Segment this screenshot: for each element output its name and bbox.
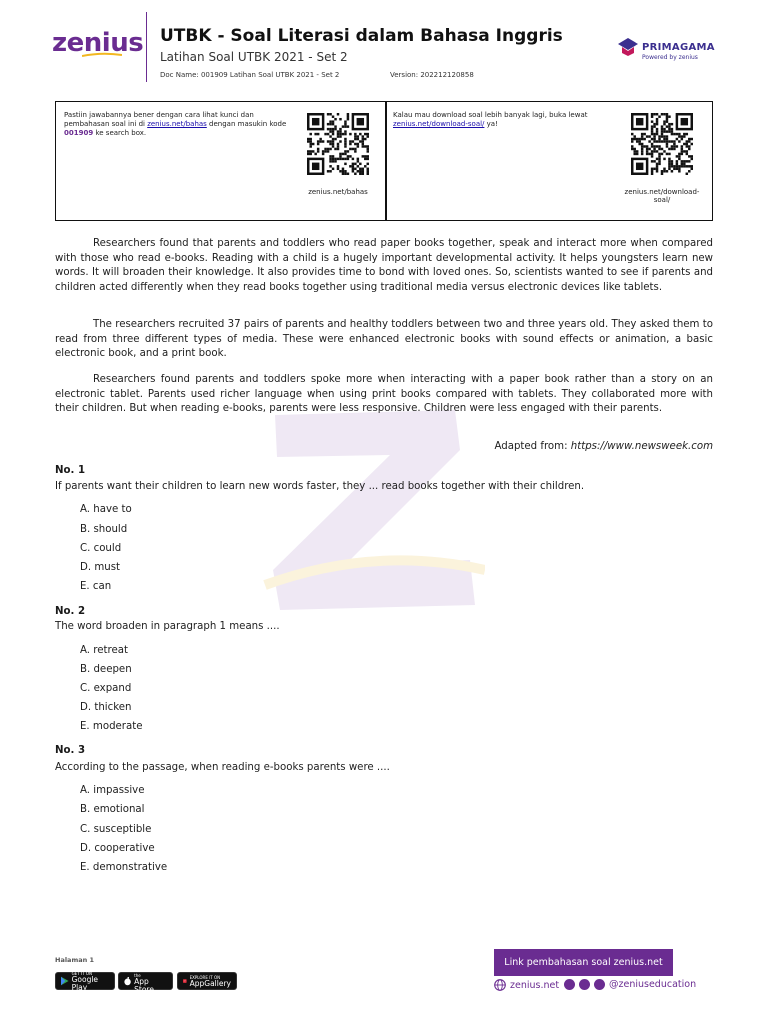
appgallery-small: EXPLORE IT ON: [189, 974, 221, 980]
question-2-option-a[interactable]: A. retreat: [80, 645, 128, 656]
download-qr-code[interactable]: [631, 113, 693, 175]
passage-source: [494, 441, 713, 452]
download-qr-label: [612, 188, 712, 204]
google-play-small: GET IT ON: [71, 970, 92, 976]
globe-icon: [494, 979, 506, 991]
google-play-label: Google Play: [71, 974, 99, 992]
passage-paragraph-2: The researchers recruited 37 pairs of parents and healthy toddlers between two and three years old. They asked them to read from three different types of media. These were enhanced electronic books with sound effects or animation, a basic electronic book, and a print book.: [55, 319, 713, 360]
question-3-option-e[interactable]: E. demonstrative: [80, 862, 168, 873]
info-box-divider: [385, 101, 387, 221]
info-left-part3: ke search box.: [93, 129, 147, 137]
primagama-powered: Powered by zenius: [642, 54, 698, 61]
download-qr-label-line1: zenius.net/download-: [624, 188, 700, 196]
question-1-option-b[interactable]: B. should: [80, 524, 128, 535]
primagama-logo-icon: [618, 38, 638, 56]
source-prefix: Adapted from:: [494, 441, 571, 452]
social-handles[interactable]: [564, 979, 696, 990]
download-soal-link[interactable]: zenius.net/download-soal/: [393, 120, 485, 128]
info-right-part2: ya!: [484, 120, 498, 128]
question-1-option-a[interactable]: A. have to: [80, 504, 132, 515]
search-code: 001909: [64, 129, 94, 137]
source-url: https://www.newsweek.com: [570, 441, 713, 452]
question-2-text: The word broaden in paragraph 1 means ....: [55, 621, 280, 632]
question-1-option-d[interactable]: D. must: [80, 562, 121, 573]
question-2-number: No. 2: [55, 606, 86, 617]
doc-version: Version: 202212120858: [390, 71, 474, 79]
appgallery-icon: [183, 976, 187, 986]
social-handle-text: @zeniuseducation: [609, 979, 697, 990]
question-1-number: No. 1: [55, 465, 86, 476]
primagama-name: PRIMAGAMA: [642, 42, 715, 53]
tiktok-icon[interactable]: [564, 979, 575, 990]
question-3-option-b[interactable]: B. emotional: [80, 804, 145, 815]
download-qr-label-line2: soal/: [653, 196, 671, 204]
apple-icon: [124, 976, 131, 986]
twitter-icon[interactable]: [594, 979, 605, 990]
header-divider: [146, 12, 147, 82]
app-store-small: Download on the: [134, 968, 161, 978]
app-store-label: App Store: [134, 977, 154, 994]
question-3-option-d[interactable]: D. cooperative: [80, 843, 155, 854]
website-link[interactable]: [494, 979, 559, 991]
logo-swoosh: [82, 52, 122, 58]
passage-paragraph-3: Researchers found parents and toddlers spoke more when interacting with a paper book rather than a story on an electronic tablet. Parents used richer language when using print books compared with tablets. They collaborated more with their children. But when reading e-books, parents were less responsive. Children were less engaged with their parents.: [55, 374, 713, 415]
link-pembahasan-button[interactable]: Link pembahasan soal zenius.net: [494, 949, 673, 976]
question-2-option-e[interactable]: E. moderate: [80, 721, 143, 732]
passage-paragraph-1: Researchers found that parents and toddlers who read paper books together, speak and interact more when compared with those who read e-books. Reading with a child is a hugely important developmental activity. It helps youngsters learn new words. It will broaden their knowledge. It also provides time to bond with loved ones. So, scientists wanted to see if parents and children acted differently when they read books together using traditional media versus electronic devices like tablets.: [55, 238, 713, 293]
app-store-badge[interactable]: [118, 968, 173, 994]
bahas-qr-label: zenius.net/bahas: [308, 188, 368, 196]
question-1-text: If parents want their children to learn new words faster, they ... read books together with their children.: [55, 481, 585, 492]
info-right-part1: Kalau mau download soal lebih banyak lagi, buka lewat: [393, 111, 588, 119]
question-2-option-b[interactable]: B. deepen: [80, 664, 132, 675]
google-play-icon: [61, 976, 69, 986]
question-3-number: No. 3: [55, 745, 86, 756]
info-left-text: [64, 111, 289, 138]
question-1-option-c[interactable]: C. could: [80, 543, 122, 554]
question-3-option-c[interactable]: C. susceptible: [80, 824, 152, 835]
info-left-part2: dengan masukin kode: [206, 120, 287, 128]
zenius-logo: zenius: [52, 28, 144, 58]
question-2-option-c[interactable]: C. expand: [80, 683, 132, 694]
document-title: UTBK - Soal Literasi dalam Bahasa Inggris: [160, 26, 563, 46]
website-text: zenius.net: [510, 979, 560, 991]
question-3-text: According to the passage, when reading e-books parents were ....: [55, 762, 390, 773]
appgallery-badge[interactable]: [177, 972, 237, 990]
question-1-option-e[interactable]: E. can: [80, 581, 112, 592]
bahas-link[interactable]: zenius.net/bahas: [147, 120, 207, 128]
question-2-option-d[interactable]: D. thicken: [80, 702, 132, 713]
page-number: Halaman 1: [55, 956, 95, 964]
info-left-part1: Pastiin jawabannya bener dengan cara lihat kunci dan pembahasan soal ini di: [64, 111, 254, 128]
document-subtitle: Latihan Soal UTBK 2021 - Set 2: [160, 50, 348, 64]
zenius-watermark: [255, 395, 485, 615]
bahas-qr-code[interactable]: [307, 113, 369, 175]
instagram-icon[interactable]: [579, 979, 590, 990]
appgallery-label: AppGallery: [189, 978, 231, 988]
google-play-badge[interactable]: [55, 972, 115, 990]
doc-name: Doc Name: 001909 Latihan Soal UTBK 2021 - Set 2: [160, 71, 340, 79]
info-right-text: [393, 111, 603, 129]
question-3-option-a[interactable]: A. impassive: [80, 785, 145, 796]
